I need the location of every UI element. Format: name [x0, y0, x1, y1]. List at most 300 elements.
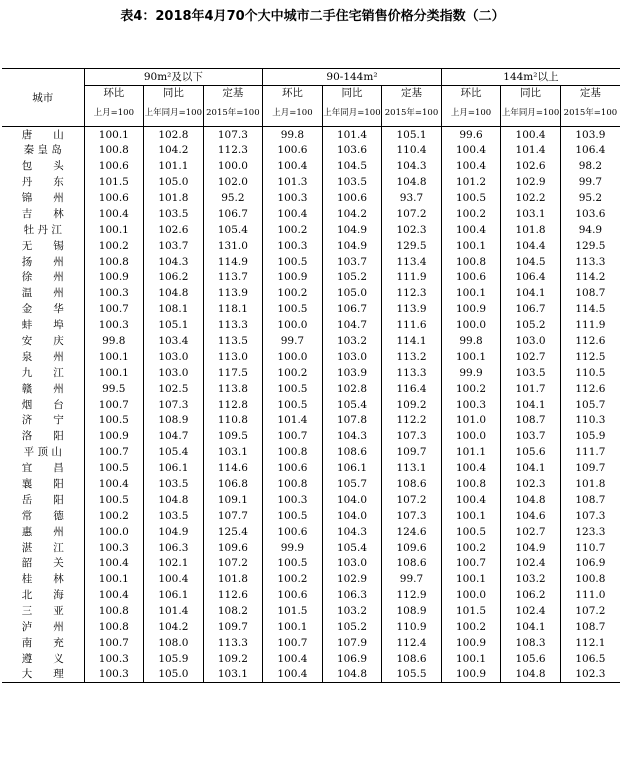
table-row: [2, 222, 620, 238]
index-value-cell: 106.4: [560, 142, 620, 158]
index-value-cell: 110.3: [560, 413, 620, 429]
index-value-cell: 102.9: [501, 174, 561, 190]
index-value-cell: 102.4: [501, 603, 561, 619]
index-value-cell: 109.2: [382, 397, 442, 413]
index-value-cell: 102.9: [322, 571, 382, 587]
index-value-cell: 104.0: [322, 508, 382, 524]
base-header: 上年同月=100: [144, 100, 204, 127]
index-value-cell: 108.2: [203, 603, 263, 619]
index-value-cell: 104.1: [501, 460, 561, 476]
index-value-cell: 103.5: [144, 476, 204, 492]
index-value-cell: 100.2: [84, 238, 144, 254]
index-value-cell: 100.4: [84, 206, 144, 222]
index-value-cell: 117.5: [203, 365, 263, 381]
table-row: [2, 540, 620, 556]
index-value-cell: 107.2: [382, 206, 442, 222]
city-name-cell: 包 头: [21, 160, 64, 173]
index-value-cell: 113.8: [203, 381, 263, 397]
index-value-cell: 103.6: [560, 206, 620, 222]
index-value-cell: 104.0: [322, 492, 382, 508]
index-value-cell: 104.9: [144, 524, 204, 540]
index-value-cell: 100.3: [263, 492, 323, 508]
index-value-cell: 102.2: [501, 190, 561, 206]
city-name-cell: 襄 阳: [21, 478, 64, 491]
index-value-cell: 100.2: [263, 222, 323, 238]
index-value-cell: 107.7: [203, 508, 263, 524]
index-value-cell: 112.6: [203, 587, 263, 603]
index-value-cell: 108.6: [322, 444, 382, 460]
index-value-cell: 100.5: [263, 301, 323, 317]
index-value-cell: 104.2: [144, 142, 204, 158]
sub-header: 同比: [501, 86, 561, 101]
index-value-cell: 100.3: [263, 238, 323, 254]
index-value-cell: 100.4: [263, 206, 323, 222]
index-value-cell: 113.1: [382, 460, 442, 476]
city-name-cell: 南 充: [21, 636, 64, 649]
index-value-cell: 108.6: [382, 651, 442, 667]
table-row: [2, 285, 620, 301]
index-value-cell: 99.5: [84, 381, 144, 397]
index-value-cell: 114.9: [203, 254, 263, 270]
table-row: [2, 365, 620, 381]
index-value-cell: 104.3: [382, 158, 442, 174]
index-value-cell: 99.7: [382, 571, 442, 587]
index-value-cell: 99.7: [263, 333, 323, 349]
city-name-cell: 秦 皇 岛: [23, 144, 62, 157]
table-row: [2, 413, 620, 429]
index-value-cell: 105.5: [382, 667, 442, 683]
city-name-cell: 唐 山: [21, 128, 64, 141]
index-value-cell: 129.5: [560, 238, 620, 254]
index-value-cell: 104.5: [501, 254, 561, 270]
index-value-cell: 107.2: [560, 603, 620, 619]
index-value-cell: 105.4: [144, 444, 204, 460]
city-name-cell: 常 德: [21, 509, 64, 522]
index-value-cell: 100.6: [263, 460, 323, 476]
index-value-cell: 100.4: [263, 158, 323, 174]
index-value-cell: 104.2: [322, 206, 382, 222]
table-row: [2, 317, 620, 333]
index-value-cell: 104.1: [501, 285, 561, 301]
index-value-cell: 100.2: [84, 508, 144, 524]
index-value-cell: 107.3: [144, 397, 204, 413]
index-value-cell: 114.6: [203, 460, 263, 476]
index-value-cell: 109.2: [203, 651, 263, 667]
index-value-cell: 104.7: [322, 317, 382, 333]
index-value-cell: 107.8: [322, 413, 382, 429]
index-value-cell: 104.8: [501, 492, 561, 508]
city-name-cell: 九 江: [21, 366, 64, 379]
index-value-cell: 100.8: [84, 603, 144, 619]
table-row: [2, 301, 620, 317]
index-value-cell: 100.3: [84, 285, 144, 301]
index-value-cell: 108.6: [382, 476, 442, 492]
index-value-cell: 100.5: [84, 460, 144, 476]
city-name-cell: 平 顶 山: [23, 446, 62, 459]
index-value-cell: 112.5: [560, 349, 620, 365]
index-value-cell: 113.3: [560, 254, 620, 270]
index-value-cell: 100.7: [441, 556, 501, 572]
index-value-cell: 105.6: [501, 444, 561, 460]
index-value-cell: 113.2: [382, 349, 442, 365]
index-value-cell: 102.3: [501, 476, 561, 492]
index-value-cell: 104.7: [144, 428, 204, 444]
index-value-cell: 105.0: [144, 667, 204, 683]
table-row: [2, 428, 620, 444]
index-value-cell: 110.5: [560, 365, 620, 381]
index-value-cell: 125.4: [203, 524, 263, 540]
index-value-cell: 105.6: [501, 651, 561, 667]
index-value-cell: 100.9: [441, 635, 501, 651]
city-name-cell: 烟 台: [21, 398, 64, 411]
table-body: [2, 127, 620, 683]
index-value-cell: 100.3: [441, 397, 501, 413]
index-value-cell: 100.2: [441, 206, 501, 222]
index-value-cell: 113.9: [203, 285, 263, 301]
index-value-cell: 101.8: [501, 222, 561, 238]
table-title: 表4：2018年4月70个大中城市二手住宅销售价格分类指数（二）: [120, 9, 505, 24]
index-value-cell: 101.0: [441, 413, 501, 429]
base-header: 上年同月=100: [501, 100, 561, 127]
index-value-cell: 100.0: [441, 317, 501, 333]
table-row: [2, 238, 620, 254]
index-value-cell: 100.5: [263, 397, 323, 413]
base-header: 上月=100: [441, 100, 501, 127]
city-name-cell: 北 海: [21, 589, 64, 602]
index-value-cell: 101.4: [263, 413, 323, 429]
base-header: 2015年=100: [560, 100, 620, 127]
index-value-cell: 102.7: [501, 524, 561, 540]
index-value-cell: 100.1: [84, 571, 144, 587]
index-value-cell: 100.9: [441, 667, 501, 683]
index-value-cell: 100.4: [263, 667, 323, 683]
index-value-cell: 100.4: [144, 571, 204, 587]
index-value-cell: 106.5: [560, 651, 620, 667]
index-value-cell: 104.8: [144, 285, 204, 301]
index-value-cell: 103.5: [144, 508, 204, 524]
index-value-cell: 103.0: [144, 365, 204, 381]
table-row: [2, 397, 620, 413]
index-value-cell: 111.6: [382, 317, 442, 333]
index-value-cell: 113.5: [203, 333, 263, 349]
index-value-cell: 103.7: [322, 254, 382, 270]
index-value-cell: 100.7: [263, 635, 323, 651]
index-value-cell: 100.1: [84, 365, 144, 381]
index-value-cell: 103.0: [322, 556, 382, 572]
base-header: 上月=100: [263, 100, 323, 127]
index-value-cell: 102.8: [144, 127, 204, 143]
index-value-cell: 101.3: [263, 174, 323, 190]
index-value-cell: 100.1: [84, 222, 144, 238]
index-value-cell: 101.8: [203, 571, 263, 587]
table-row: [2, 174, 620, 190]
index-value-cell: 105.0: [144, 174, 204, 190]
index-value-cell: 105.2: [322, 619, 382, 635]
index-value-cell: 129.5: [382, 238, 442, 254]
index-value-cell: 101.7: [501, 381, 561, 397]
index-value-cell: 106.4: [501, 270, 561, 286]
index-value-cell: 100.1: [441, 238, 501, 254]
index-value-cell: 100.1: [441, 571, 501, 587]
city-name-cell: 宜 昌: [21, 462, 64, 475]
index-value-cell: 105.9: [144, 651, 204, 667]
index-value-cell: 98.2: [560, 158, 620, 174]
sub-header: 环比: [84, 86, 144, 101]
index-value-cell: 100.3: [84, 540, 144, 556]
base-header: 2015年=100: [203, 100, 263, 127]
index-value-cell: 109.6: [382, 540, 442, 556]
city-name-cell: 湛 江: [21, 541, 64, 554]
index-value-cell: 114.1: [382, 333, 442, 349]
city-name-cell: 蚌 埠: [21, 319, 64, 332]
city-name-cell: 赣 州: [21, 382, 64, 395]
index-value-cell: 100.5: [263, 556, 323, 572]
index-value-cell: 100.5: [263, 508, 323, 524]
index-value-cell: 108.3: [501, 635, 561, 651]
index-value-cell: 113.7: [203, 270, 263, 286]
index-value-cell: 100.4: [501, 127, 561, 143]
city-name-cell: 遵 义: [21, 652, 64, 665]
index-value-cell: 104.9: [322, 222, 382, 238]
index-value-cell: 102.0: [203, 174, 263, 190]
index-value-cell: 112.6: [560, 333, 620, 349]
index-value-cell: 101.1: [144, 158, 204, 174]
index-value-cell: 100.5: [263, 381, 323, 397]
index-value-cell: 100.2: [263, 571, 323, 587]
index-value-cell: 100.2: [441, 540, 501, 556]
index-value-cell: 112.3: [203, 142, 263, 158]
table-row: [2, 603, 620, 619]
index-value-cell: 99.9: [263, 540, 323, 556]
index-value-cell: 100.1: [441, 349, 501, 365]
city-name-cell: 三 亚: [21, 605, 64, 618]
index-value-cell: 104.3: [322, 524, 382, 540]
index-value-cell: 103.5: [322, 174, 382, 190]
index-value-cell: 107.3: [560, 508, 620, 524]
index-value-cell: 104.8: [144, 492, 204, 508]
index-value-cell: 101.4: [144, 603, 204, 619]
table-row: [2, 142, 620, 158]
index-value-cell: 100.4: [441, 158, 501, 174]
index-value-cell: 100.9: [263, 270, 323, 286]
index-value-cell: 102.5: [144, 381, 204, 397]
index-value-cell: 106.7: [322, 301, 382, 317]
index-value-cell: 106.9: [560, 556, 620, 572]
index-value-cell: 104.3: [144, 254, 204, 270]
index-value-cell: 100.0: [203, 158, 263, 174]
index-value-cell: 103.0: [501, 333, 561, 349]
index-value-cell: 113.4: [382, 254, 442, 270]
table-row: [2, 667, 620, 683]
index-value-cell: 100.5: [441, 190, 501, 206]
index-value-cell: 104.1: [501, 619, 561, 635]
city-name-cell: 徐 州: [21, 271, 64, 284]
index-value-cell: 108.9: [144, 413, 204, 429]
index-value-cell: 108.0: [144, 635, 204, 651]
index-value-cell: 100.4: [441, 142, 501, 158]
index-value-cell: 108.7: [560, 285, 620, 301]
index-value-cell: 102.6: [144, 222, 204, 238]
index-value-cell: 100.7: [84, 444, 144, 460]
index-value-cell: 103.1: [203, 444, 263, 460]
index-value-cell: 94.9: [560, 222, 620, 238]
table-row: [2, 571, 620, 587]
index-value-cell: 111.9: [560, 317, 620, 333]
index-value-cell: 102.3: [382, 222, 442, 238]
index-value-cell: 103.9: [560, 127, 620, 143]
index-value-cell: 108.6: [382, 556, 442, 572]
index-value-cell: 100.6: [84, 158, 144, 174]
index-value-cell: 99.8: [441, 333, 501, 349]
index-value-cell: 100.2: [263, 285, 323, 301]
city-name-cell: 济 宁: [21, 414, 64, 427]
index-value-cell: 112.6: [560, 381, 620, 397]
index-value-cell: 100.6: [84, 190, 144, 206]
index-value-cell: 100.3: [84, 317, 144, 333]
sub-header: 环比: [441, 86, 501, 101]
index-value-cell: 100.4: [441, 492, 501, 508]
index-value-cell: 109.7: [382, 444, 442, 460]
index-value-cell: 100.1: [263, 619, 323, 635]
index-value-cell: 104.4: [501, 238, 561, 254]
table-row: [2, 254, 620, 270]
index-value-cell: 109.5: [203, 428, 263, 444]
index-value-cell: 101.5: [441, 603, 501, 619]
index-value-cell: 99.8: [84, 333, 144, 349]
index-value-cell: 110.4: [382, 142, 442, 158]
index-value-cell: 100.6: [263, 142, 323, 158]
index-value-cell: 113.3: [382, 365, 442, 381]
index-value-cell: 110.9: [382, 619, 442, 635]
index-value-cell: 105.4: [322, 540, 382, 556]
index-value-cell: 107.9: [322, 635, 382, 651]
price-index-table: [2, 68, 620, 683]
index-value-cell: 101.5: [263, 603, 323, 619]
index-value-cell: 107.3: [203, 127, 263, 143]
index-value-cell: 109.6: [203, 540, 263, 556]
city-name-cell: 锦 州: [21, 192, 64, 204]
index-value-cell: 106.3: [322, 587, 382, 603]
index-value-cell: 100.7: [84, 301, 144, 317]
index-value-cell: 103.0: [322, 349, 382, 365]
group-header-small: 90m²及以下: [84, 69, 263, 86]
city-name-cell: 韶 关: [21, 557, 64, 570]
index-value-cell: 100.1: [84, 349, 144, 365]
index-value-cell: 100.0: [441, 428, 501, 444]
index-value-cell: 114.2: [560, 270, 620, 286]
index-value-cell: 123.3: [560, 524, 620, 540]
index-value-cell: 100.4: [84, 476, 144, 492]
index-value-cell: 107.3: [382, 508, 442, 524]
index-value-cell: 102.4: [501, 556, 561, 572]
index-value-cell: 113.3: [203, 635, 263, 651]
index-value-cell: 100.5: [263, 254, 323, 270]
index-value-cell: 100.8: [84, 254, 144, 270]
index-value-cell: 102.1: [144, 556, 204, 572]
index-value-cell: 100.1: [441, 285, 501, 301]
table-row: [2, 190, 620, 206]
index-value-cell: 99.6: [441, 127, 501, 143]
index-value-cell: 101.5: [84, 174, 144, 190]
index-value-cell: 104.1: [501, 397, 561, 413]
city-name-cell: 吉 林: [21, 207, 64, 220]
index-value-cell: 112.3: [382, 285, 442, 301]
index-value-cell: 100.6: [322, 190, 382, 206]
index-value-cell: 105.0: [322, 285, 382, 301]
index-value-cell: 103.5: [501, 365, 561, 381]
index-value-cell: 109.7: [560, 460, 620, 476]
index-value-cell: 95.2: [560, 190, 620, 206]
index-value-cell: 104.8: [322, 667, 382, 683]
index-value-cell: 109.7: [203, 619, 263, 635]
base-header: 2015年=100: [382, 100, 442, 127]
index-value-cell: 103.7: [144, 238, 204, 254]
index-value-cell: 100.6: [263, 587, 323, 603]
index-value-cell: 100.8: [441, 476, 501, 492]
index-value-cell: 111.7: [560, 444, 620, 460]
index-value-cell: 104.8: [382, 174, 442, 190]
index-value-cell: 100.2: [441, 619, 501, 635]
index-value-cell: 100.2: [263, 365, 323, 381]
index-value-cell: 100.3: [84, 667, 144, 683]
index-value-cell: 112.8: [203, 397, 263, 413]
group-header-medium: 90-144m²: [263, 69, 442, 86]
index-value-cell: 113.9: [382, 301, 442, 317]
index-value-cell: 102.3: [560, 667, 620, 683]
table-row: [2, 333, 620, 349]
index-value-cell: 106.7: [203, 206, 263, 222]
index-value-cell: 108.7: [560, 619, 620, 635]
city-name-cell: 桂 林: [21, 573, 64, 586]
index-value-cell: 106.9: [322, 651, 382, 667]
index-value-cell: 100.3: [263, 190, 323, 206]
table-row: [2, 508, 620, 524]
index-value-cell: 111.0: [560, 587, 620, 603]
index-value-cell: 112.1: [560, 635, 620, 651]
index-value-cell: 106.7: [501, 301, 561, 317]
index-value-cell: 114.5: [560, 301, 620, 317]
index-value-cell: 102.8: [322, 381, 382, 397]
index-value-cell: 110.7: [560, 540, 620, 556]
index-value-cell: 100.3: [84, 651, 144, 667]
index-value-cell: 113.0: [203, 349, 263, 365]
index-value-cell: 106.3: [144, 540, 204, 556]
group-header-large: 144m²以上: [441, 69, 620, 86]
index-value-cell: 105.7: [322, 476, 382, 492]
sub-header: 同比: [144, 86, 204, 101]
index-value-cell: 108.9: [382, 603, 442, 619]
table-row: [2, 635, 620, 651]
index-value-cell: 100.6: [441, 270, 501, 286]
index-value-cell: 100.8: [84, 142, 144, 158]
index-value-cell: 104.6: [501, 508, 561, 524]
index-value-cell: 103.7: [501, 428, 561, 444]
index-value-cell: 100.8: [263, 476, 323, 492]
index-value-cell: 100.4: [441, 222, 501, 238]
table-row: [2, 270, 620, 286]
index-value-cell: 106.2: [144, 270, 204, 286]
index-value-cell: 100.0: [263, 317, 323, 333]
index-value-cell: 102.7: [501, 349, 561, 365]
city-name-cell: 泉 州: [21, 350, 64, 363]
base-header: 上月=100: [84, 100, 144, 127]
index-value-cell: 101.4: [501, 142, 561, 158]
city-name-cell: 扬 州: [21, 255, 64, 268]
index-value-cell: 104.8: [501, 667, 561, 683]
city-name-cell: 洛 阳: [21, 430, 64, 443]
index-value-cell: 103.6: [322, 142, 382, 158]
index-value-cell: 100.4: [441, 460, 501, 476]
